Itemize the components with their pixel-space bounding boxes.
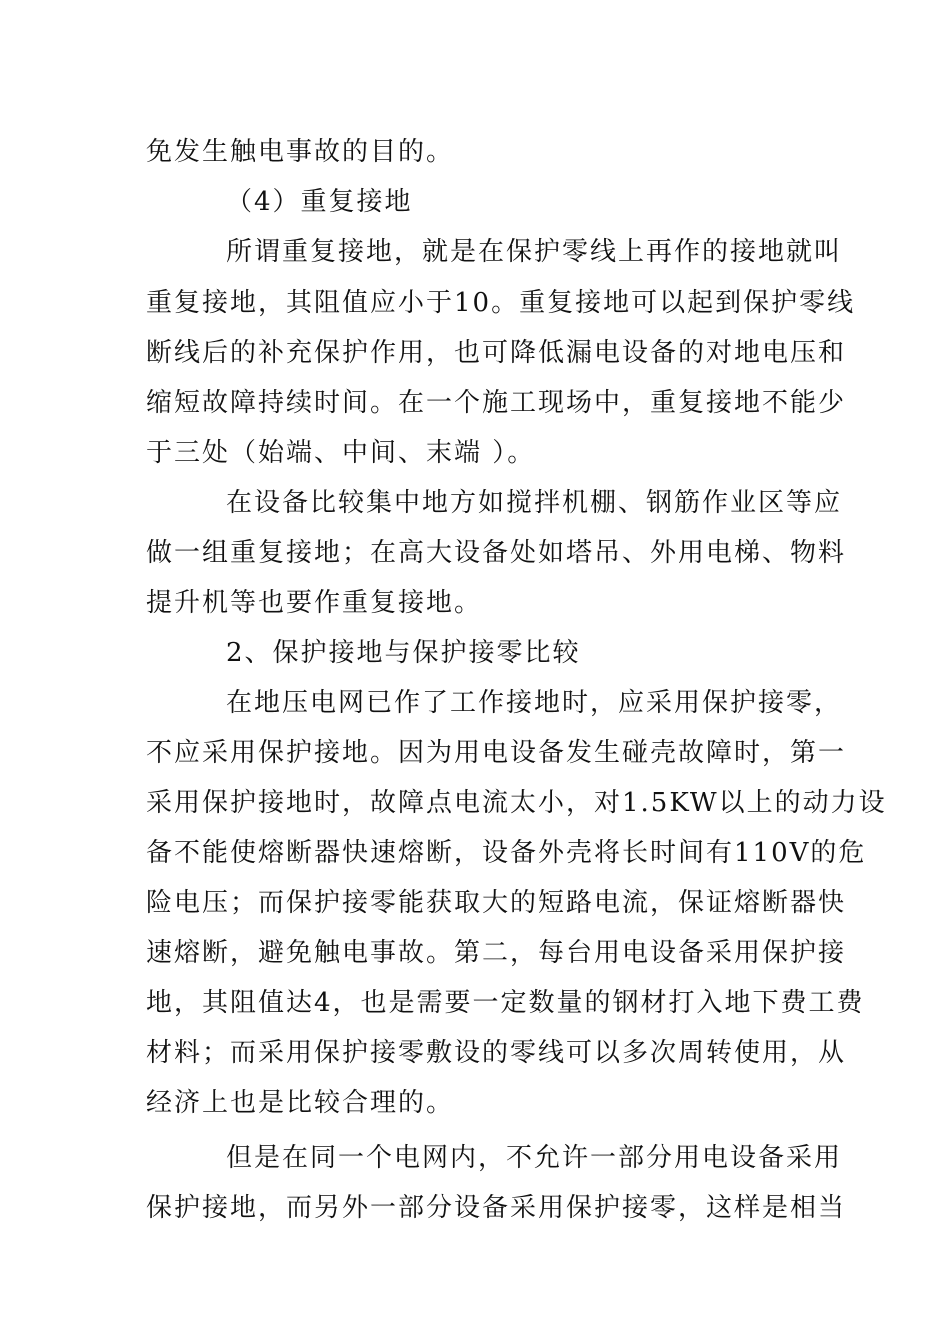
paragraph-line: 材料；而采用保护接零敷设的零线可以多次周转使用，从: [146, 1038, 847, 1068]
paragraph-line: 地，其阻值达4，也是需要一定数量的钢材打入地下费工费: [146, 988, 865, 1018]
paragraph-line: 免发生触电事故的目的。: [146, 137, 455, 167]
paragraph-line: 做一组重复接地；在高大设备处如塔吊、外用电梯、物料: [146, 538, 847, 568]
paragraph-line: 提升机等也要作重复接地。: [146, 588, 483, 618]
paragraph-line: 所谓重复接地，就是在保护零线上再作的接地就叫: [226, 237, 843, 267]
paragraph-line: 于三处（始端、中间、末端 ）。: [146, 438, 536, 468]
paragraph-line: 重复接地，其阻值应小于10。重复接地可以起到保护零线: [146, 288, 856, 318]
section-heading: （4）重复接地: [226, 187, 413, 217]
section-heading: 2、保护接地与保护接零比较: [226, 638, 581, 668]
paragraph-line: 但是在同一个电网内，不允许一部分用电设备采用: [226, 1143, 843, 1173]
paragraph-line: 在地压电网已作了工作接地时，应采用保护接零，: [226, 688, 843, 718]
paragraph-line: 断线后的补充保护作用，也可降低漏电设备的对地电压和: [146, 338, 847, 368]
paragraph-line: 备不能使熔断器快速熔断，设备外壳将长时间有110V的危: [146, 838, 867, 868]
paragraph-line: 缩短故障持续时间。在一个施工现场中，重复接地不能少: [146, 388, 847, 418]
paragraph-line: 采用保护接地时，故障点电流太小，对1.5KW以上的动力设: [146, 788, 887, 818]
paragraph-line: 速熔断，避免触电事故。第二，每台用电设备采用保护接: [146, 938, 847, 968]
paragraph-line: 险电压；而保护接零能获取大的短路电流，保证熔断器快: [146, 888, 847, 918]
paragraph-line: 在设备比较集中地方如搅拌机棚、钢筋作业区等应: [226, 488, 843, 518]
paragraph-line: 不应采用保护接地。因为用电设备发生碰壳故障时，第一: [146, 738, 847, 768]
paragraph-line: 经济上也是比较合理的。: [146, 1088, 455, 1118]
paragraph-line: 保护接地，而另外一部分设备采用保护接零，这样是相当: [146, 1193, 847, 1223]
